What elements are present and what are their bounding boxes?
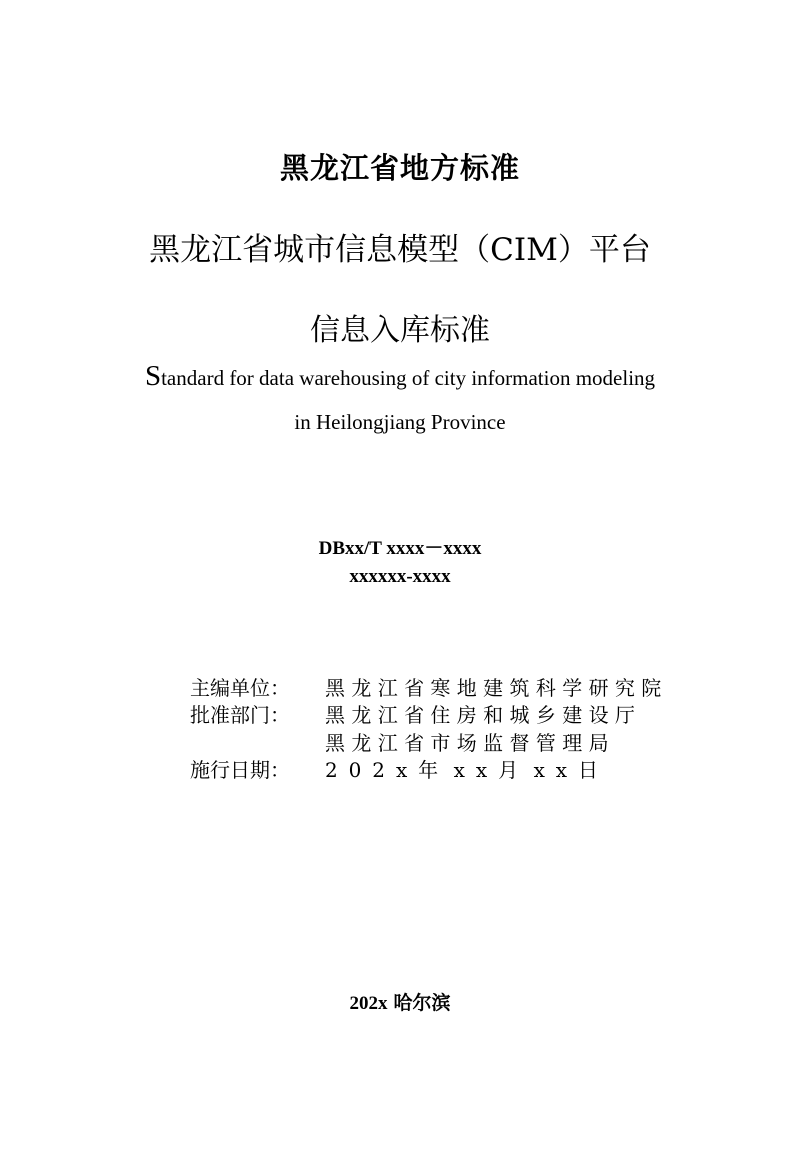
english-title-rest: tandard for data warehousing of city information modeling [161, 366, 656, 390]
footer-year: 202x [349, 993, 388, 1014]
standard-code: DBxx/T xxxx－xxxx [318, 538, 482, 559]
info-label: 主编单位： [190, 676, 290, 700]
info-value: 黑 龙 江 省 寒 地 建 筑 科 学 研 究 院 [325, 676, 662, 700]
standard-name-line1: 黑龙江省城市信息模型（CIM）平台 [149, 232, 651, 268]
info-label: 施行日期： [190, 758, 290, 782]
info-value: 黑 龙 江 省 市 场 监 督 管 理 局 [325, 731, 609, 755]
footer-city: 哈尔滨 [393, 992, 451, 1014]
info-label: 批准部门： [190, 703, 290, 727]
info-value: 2 0 2 x 年 x x 月 x x 日 [325, 758, 598, 782]
footer [0, 988, 800, 1015]
english-title-initial: S [144, 360, 162, 392]
english-title-line2: in Heilongjiang Province [294, 410, 506, 434]
info-value: 黑 龙 江 省 住 房 和 城 乡 建 设 厅 [325, 703, 635, 727]
record-number: xxxxxx-xxxx [349, 566, 451, 587]
english-title-line1 [0, 360, 800, 393]
document-title: 黑龙江省地方标准 [279, 151, 520, 185]
standard-name-line2: 信息入库标准 [310, 313, 490, 348]
